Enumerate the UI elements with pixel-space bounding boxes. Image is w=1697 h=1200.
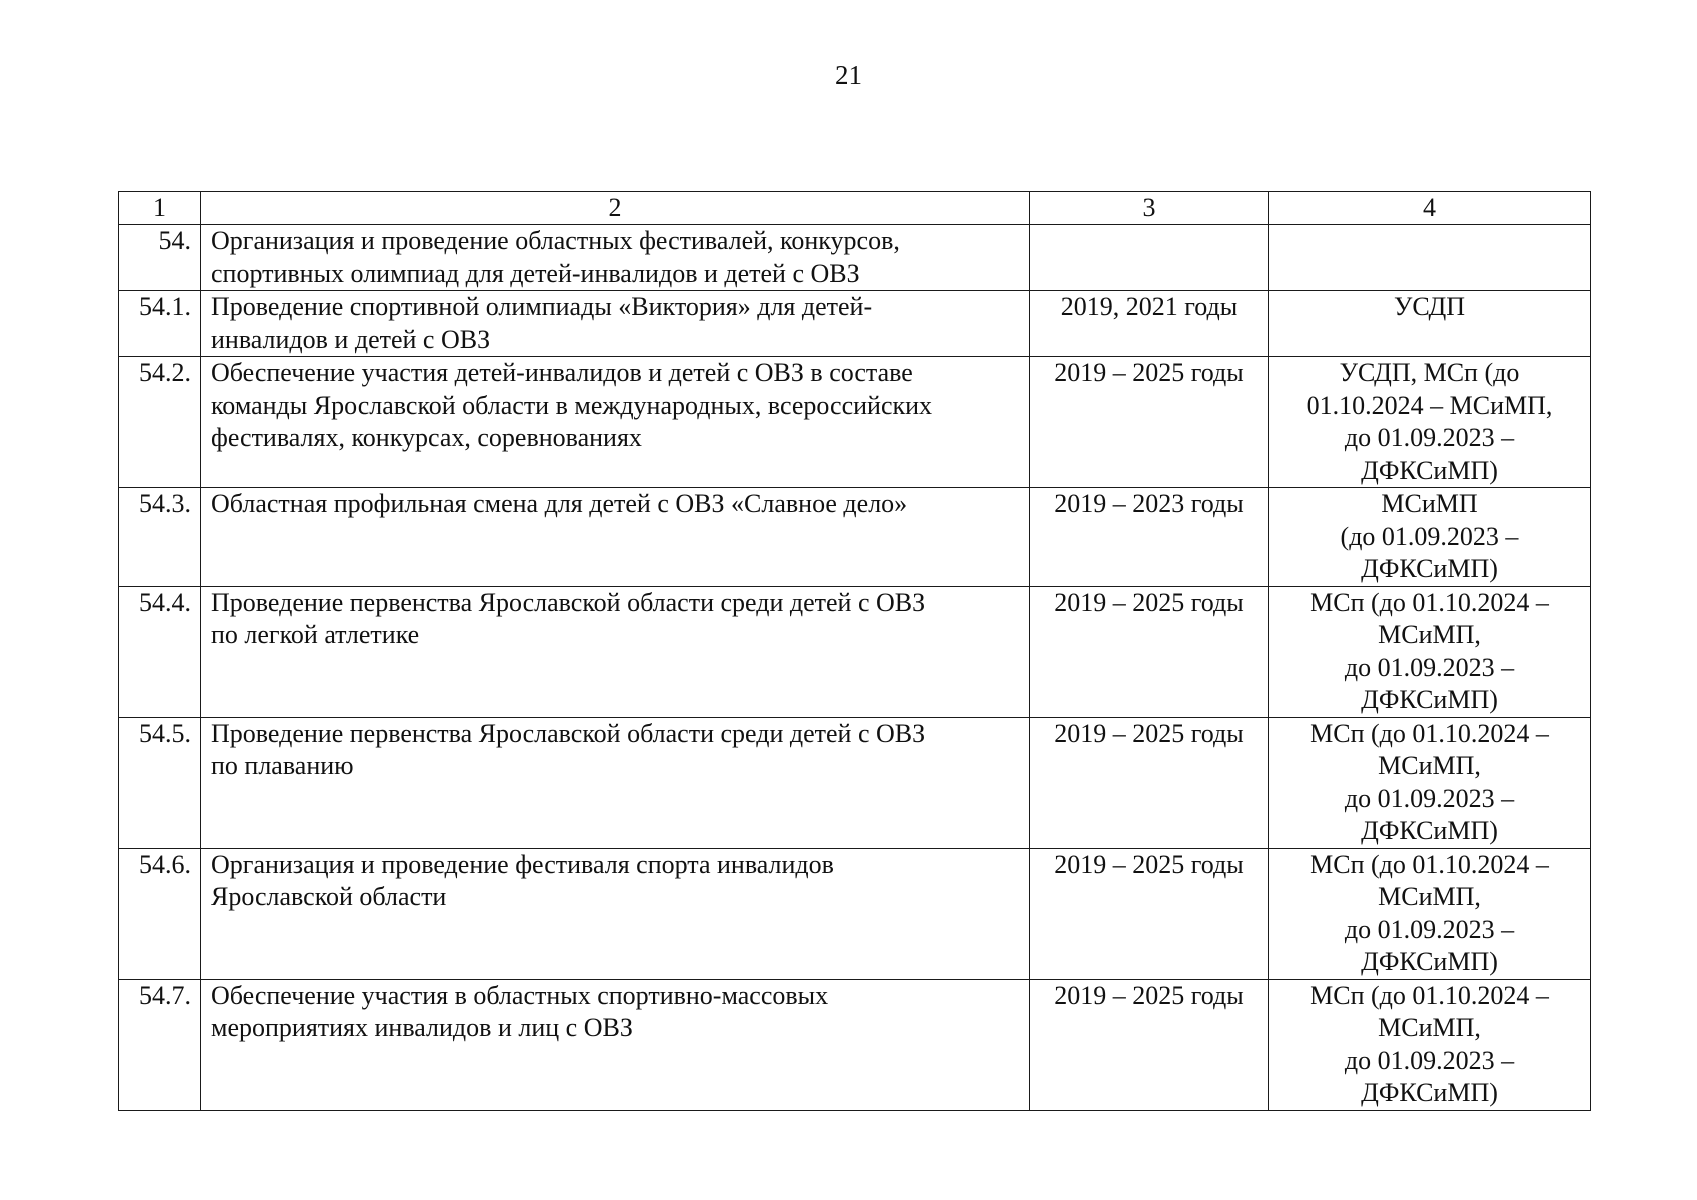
executor-line: до 01.09.2023 –: [1344, 783, 1515, 813]
row-title: [201, 717, 1030, 848]
table-row: [119, 586, 1591, 717]
title-line: Организация и проведение фестиваля спорта инвалидов: [211, 849, 834, 879]
title-line: фестивалях, конкурсах, соревнованиях: [211, 423, 642, 452]
row-title: [201, 291, 1030, 357]
executor-line: ДФКСиМП): [1361, 455, 1498, 485]
title-line: Организация и проведение областных фестивалей, конкурсов,: [211, 226, 900, 255]
executor-line: 01.10.2024 – МСиМП,: [1306, 390, 1553, 420]
row-period: 2019 – 2023 годы: [1030, 488, 1269, 587]
row-title: [201, 357, 1030, 488]
table-row: [119, 357, 1591, 488]
row-number: 54.6.: [119, 848, 201, 979]
column-header-number: 1: [119, 192, 201, 225]
executor-line: ДФКСиМП): [1361, 554, 1498, 583]
row-period: 2019 – 2025 годы: [1030, 586, 1269, 717]
executor-line: ДФКСиМП): [1361, 685, 1498, 714]
table-row: [119, 488, 1591, 587]
title-line: мероприятиях инвалидов и лиц с ОВЗ: [211, 1013, 633, 1042]
row-period: [1030, 225, 1269, 291]
title-line: Проведение спортивной олимпиады «Виктория» для детей-: [211, 292, 873, 321]
table-row: [119, 848, 1591, 979]
table-row: [119, 717, 1591, 848]
executor-line: до 01.09.2023 –: [1344, 914, 1515, 944]
title-line: по плаванию: [211, 751, 354, 780]
title-line: Проведение первенства Ярославской области среди детей с ОВЗ: [211, 587, 926, 617]
row-title: [201, 979, 1030, 1110]
executor-line: МСп (до 01.10.2024 –: [1310, 718, 1549, 748]
table-row: [119, 225, 1591, 291]
row-number: 54.2.: [119, 357, 201, 488]
executor-line: до 01.09.2023 –: [1344, 652, 1515, 682]
page-number: 21: [835, 60, 862, 90]
executor-line: ДФКСиМП): [1361, 1078, 1498, 1107]
executor-line: ДФКСиМП): [1361, 947, 1498, 976]
title-line: Обеспечение участия детей-инвалидов и детей с ОВЗ в составе: [211, 358, 913, 387]
title-line: Проведение первенства Ярославской области среди детей с ОВЗ: [211, 718, 926, 748]
executor-line: до 01.09.2023 –: [1344, 1045, 1515, 1075]
row-number: 54.4.: [119, 586, 201, 717]
title-line: команды Ярославской области в международных, всероссийских: [211, 390, 933, 420]
activities-table: [118, 191, 1591, 1111]
row-title: [201, 488, 1030, 587]
table-header-row: [119, 192, 1591, 225]
executor-line: ДФКСиМП): [1361, 816, 1498, 845]
title-line: Областная профильная смена для детей с ОВЗ «Славное дело»: [211, 489, 908, 518]
row-period: 2019 – 2025 годы: [1030, 979, 1269, 1110]
row-title: [201, 848, 1030, 979]
executor-line: УСДП, МСп (до: [1339, 358, 1520, 387]
row-executor: [1269, 717, 1591, 848]
row-title: [201, 586, 1030, 717]
row-period: 2019, 2021 годы: [1030, 291, 1269, 357]
row-period: 2019 – 2025 годы: [1030, 357, 1269, 488]
row-executor: [1269, 291, 1591, 357]
row-executor: [1269, 357, 1591, 488]
title-line: по легкой атлетике: [211, 620, 420, 649]
executor-line: МСиМП,: [1378, 620, 1481, 649]
column-header-executor: 4: [1269, 192, 1591, 225]
column-header-period: 3: [1030, 192, 1269, 225]
title-line: Обеспечение участия в областных спортивно-массовых: [211, 980, 829, 1010]
row-period: 2019 – 2025 годы: [1030, 848, 1269, 979]
row-number: 54.5.: [119, 717, 201, 848]
column-header-title: 2: [201, 192, 1030, 225]
executor-line: МСиМП: [1381, 489, 1478, 518]
executor-line: МСп (до 01.10.2024 –: [1310, 980, 1549, 1010]
title-line: инвалидов и детей с ОВЗ: [211, 324, 491, 354]
executor-line: МСиМП,: [1378, 1013, 1481, 1042]
row-title: [201, 225, 1030, 291]
executor-line: УСДП: [1394, 292, 1465, 321]
title-line: Ярославской области: [211, 882, 447, 911]
row-executor: [1269, 979, 1591, 1110]
table-row: [119, 291, 1591, 357]
row-number: 54.1.: [119, 291, 201, 357]
row-number: 54.7.: [119, 979, 201, 1110]
table-row: [119, 979, 1591, 1110]
executor-line: до 01.09.2023 –: [1344, 423, 1515, 452]
executor-line: МСиМП,: [1378, 882, 1481, 911]
executor-line: МСп (до 01.10.2024 –: [1310, 849, 1549, 879]
row-number: 54.3.: [119, 488, 201, 587]
row-executor: [1269, 848, 1591, 979]
row-executor: [1269, 225, 1591, 291]
title-line: спортивных олимпиад для детей-инвалидов и детей с ОВЗ: [211, 258, 860, 288]
executor-line: МСиМП,: [1378, 751, 1481, 780]
row-number: 54.: [119, 225, 201, 291]
row-executor: [1269, 488, 1591, 587]
executor-line: МСп (до 01.10.2024 –: [1310, 587, 1549, 617]
executor-line: (до 01.09.2023 –: [1340, 521, 1519, 551]
row-executor: [1269, 586, 1591, 717]
row-period: 2019 – 2025 годы: [1030, 717, 1269, 848]
